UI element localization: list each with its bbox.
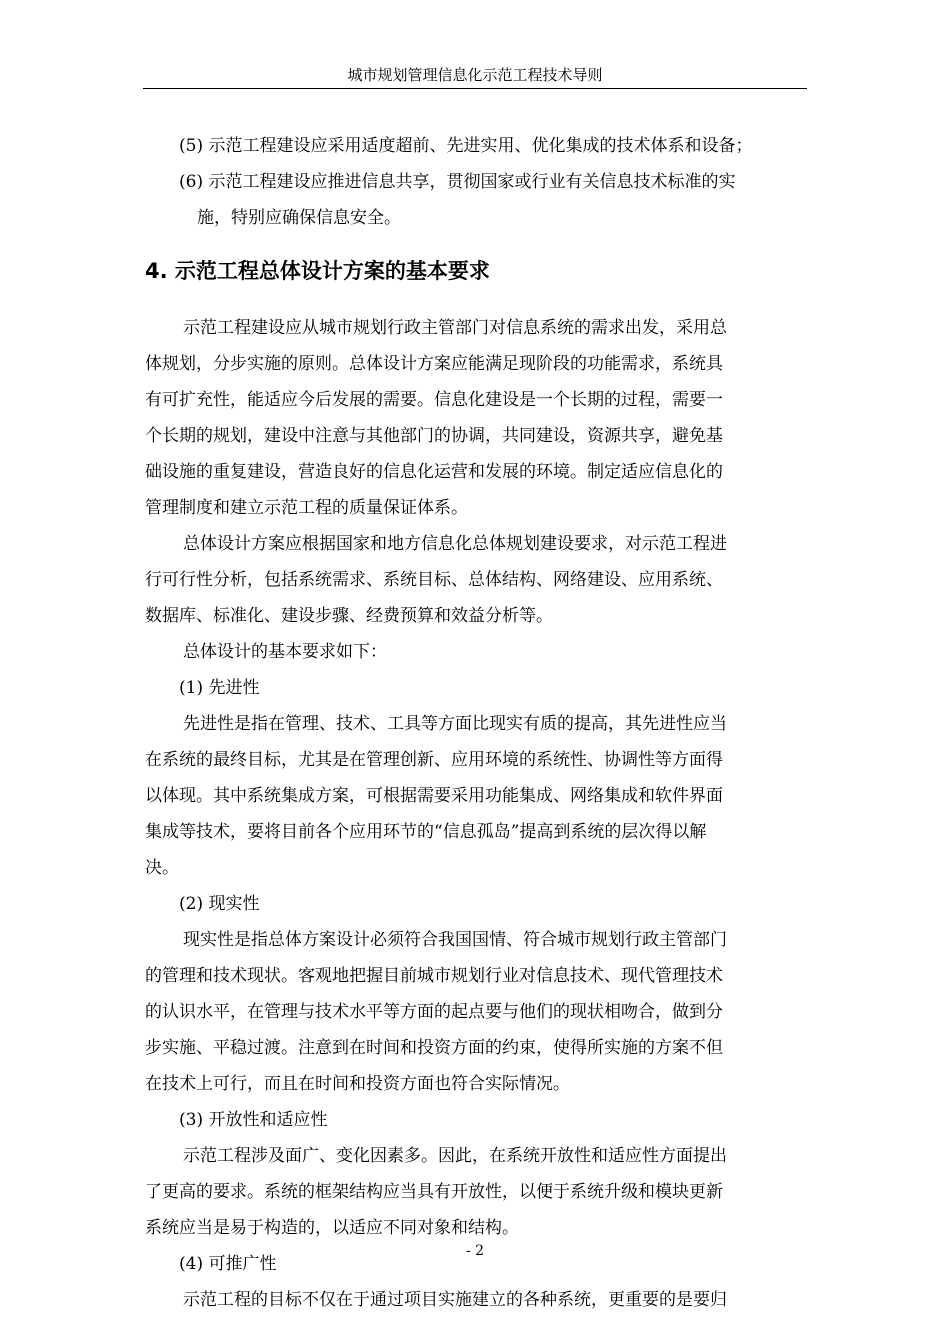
text-line: 在技术上可行，而且在时间和投资方面也符合实际情况。 [145,1074,570,1094]
text-line: 现实性是指总体方案设计必须符合我国国情、符合城市规划行政主管部门 [183,930,727,950]
text-line: 决。 [145,858,179,878]
text-line: 示范工程涉及面广、变化因素多。因此，在系统开放性和适应性方面提出 [183,1146,727,1166]
text-line: 示范工程建设应从城市规划行政主管部门对信息系统的需求出发，采用总 [183,318,727,338]
text-line: 示范工程的目标不仅在于通过项目实施建立的各种系统，更重要的是要归 [183,1290,727,1310]
text-line: 系统应当是易于构造的，以适应不同对象和结构。 [145,1218,519,1238]
text-line: (4) 可推广性 [179,1254,277,1274]
text-line: 础设施的重复建设，营造良好的信息化运营和发展的环境。制定适应信息化的 [145,462,723,482]
text-line: (1) 先进性 [179,678,260,698]
text-line: 行可行性分析，包括系统需求、系统目标、总体结构、网络建设、应用系统、 [145,570,723,590]
text-line: 数据库、标准化、建设步骤、经费预算和效益分析等。 [145,606,553,626]
text-line: 步实施、平稳过渡。注意到在时间和投资方面的约束，使得所实施的方案不但 [145,1038,723,1058]
text-line: 集成等技术，要将目前各个应用环节的“信息孤岛”提高到系统的层次得以解 [145,822,707,842]
text-line: (2) 现实性 [179,894,260,914]
text-line: (5) 示范工程建设应采用适度超前、先进实用、优化集成的技术体系和设备； [179,136,753,156]
running-header: 城市规划管理信息化示范工程技术导则 [143,64,807,89]
text-line: 有可扩充性，能适应今后发展的需要。信息化建设是一个长期的过程，需要一 [145,390,723,410]
page-number: - 2 [465,1243,485,1259]
text-line: 以体现。其中系统集成方案，可根据需要采用功能集成、网络集成和软件界面 [145,786,723,806]
text-line: 体规划，分步实施的原则。总体设计方案应能满足现阶段的功能需求，系统具 [145,354,723,374]
text-line: 的认识水平，在管理与技术水平等方面的起点要与他们的现状相吻合，做到分 [145,1002,723,1022]
text-line: 在系统的最终目标，尤其是在管理创新、应用环境的系统性、协调性等方面得 [145,750,723,770]
text-line: (6) 示范工程建设应推进信息共享，贯彻国家或行业有关信息技术标准的实 [179,172,736,192]
text-line: 了更高的要求。系统的框架结构应当具有开放性，以便于系统升级和模块更新 [145,1182,723,1202]
text-line: (3) 开放性和适应性 [179,1110,328,1130]
text-line: 总体设计方案应根据国家和地方信息化总体规划建设要求，对示范工程进 [183,534,727,554]
document-body [145,128,809,1318]
text-line: 施，特别应确保信息安全。 [197,208,401,228]
text-line: 先进性是指在管理、技术、工具等方面比现实有质的提高，其先进性应当 [183,714,727,734]
section-heading: 4. 示范工程总体设计方案的基本要求 [145,259,490,283]
text-line: 的管理和技术现状。客观地把握目前城市规划行业对信息技术、现代管理技术 [145,966,723,986]
text-line: 个长期的规划，建设中注意与其他部门的协调，共同建设，资源共享，避免基 [145,426,723,446]
text-line: 管理制度和建立示范工程的质量保证体系。 [145,498,468,518]
text-line: 总体设计的基本要求如下： [183,642,387,662]
